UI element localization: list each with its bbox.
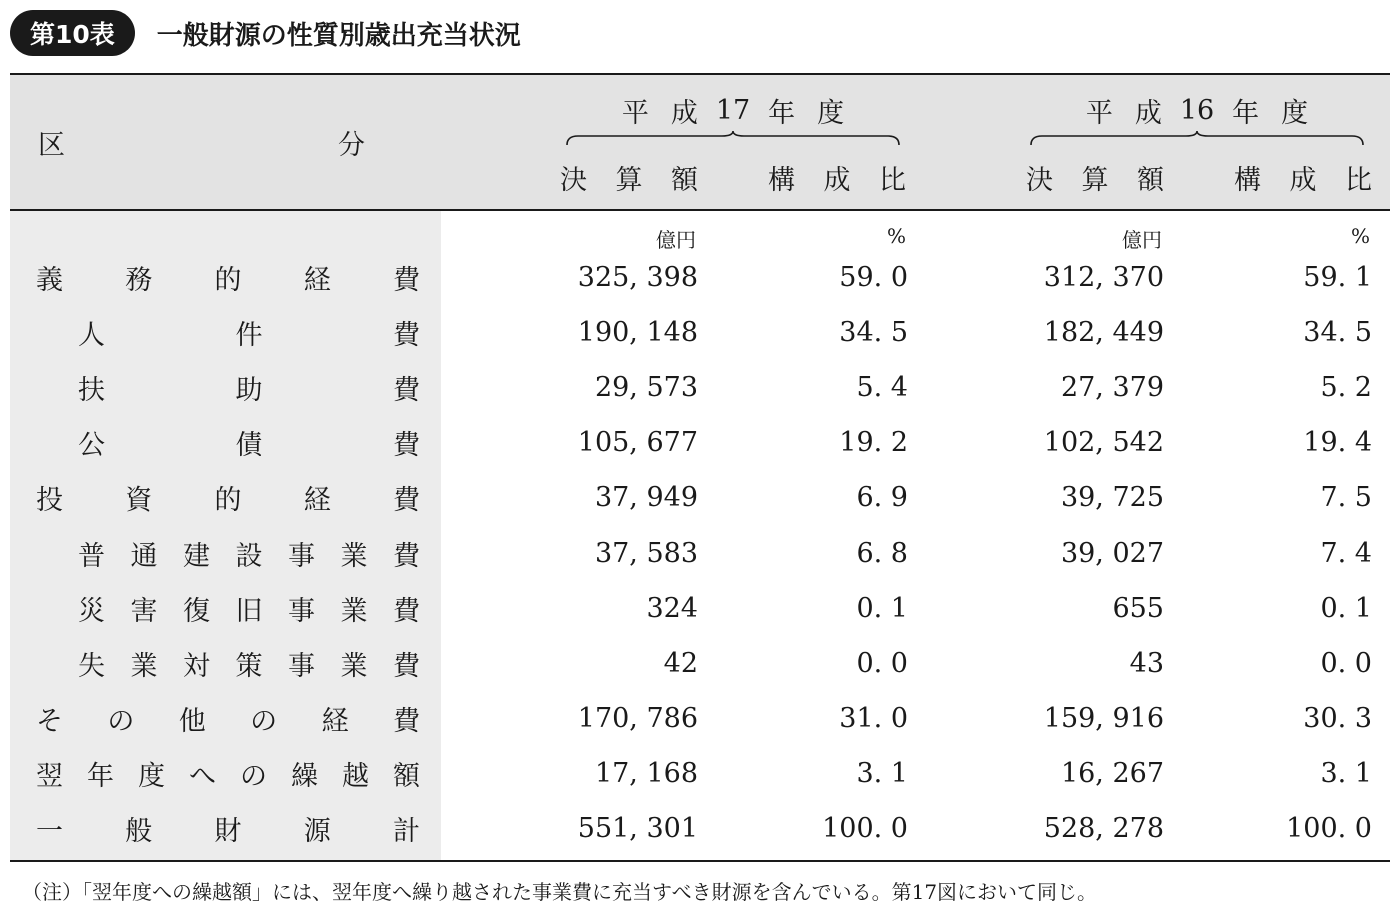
year-char: 年 <box>1232 97 1260 129</box>
ratio-cell-h16: 0. 1 <box>1320 592 1372 624</box>
row-label-char: 旧 <box>235 595 263 627</box>
amount-cell-h16: 312, 370 <box>1043 262 1164 293</box>
amount-cell-h16: 528, 278 <box>1043 813 1164 844</box>
ratio-cell-h17: 0. 1 <box>856 592 908 624</box>
row-label-char: 対 <box>183 650 210 682</box>
row-label-char: 的 <box>214 265 242 296</box>
amount-cell-h17: 190, 148 <box>577 317 698 349</box>
header-char: 成 <box>823 164 851 196</box>
table-title <box>10 10 521 56</box>
amount-header-h17 <box>560 158 698 196</box>
ratio-cell-h17: 6. 8 <box>856 537 908 569</box>
row-label-char: 投 <box>36 485 63 517</box>
ratio-cell-h16: 0. 0 <box>1320 647 1372 679</box>
row-label-char: 事 <box>288 650 315 682</box>
year-number: 17 <box>715 94 751 126</box>
header-char: 構 <box>1234 164 1261 196</box>
row-label <box>78 581 420 636</box>
amount-cell-h17: 37, 583 <box>594 537 698 569</box>
row-label-char: へ <box>189 760 216 792</box>
ratio-cell-h17: 34. 5 <box>839 317 908 349</box>
division-header-left: 区 <box>38 130 65 161</box>
row-label-char: の <box>240 760 267 792</box>
row-label-char: の <box>250 705 278 737</box>
header-char: 算 <box>615 164 643 196</box>
row-label-char: 般 <box>125 816 153 847</box>
row-label-char: 公 <box>78 430 105 462</box>
footnote: （注）「翌年度への繰越額」には、翌年度へ繰り越された事業費に充当すべき財源を含んでいる。第17図において同じ。 <box>22 880 1098 904</box>
ratio-cell-h16: 7. 4 <box>1320 537 1372 569</box>
year-char: 平 <box>1085 97 1113 129</box>
year-char: 成 <box>670 97 698 129</box>
amount-cell-h17: 325, 398 <box>577 262 698 293</box>
row-label-char: 翌 <box>36 760 63 792</box>
header-rule <box>10 209 1390 211</box>
row-label-char: 越 <box>342 760 369 792</box>
row-label-char: 財 <box>214 816 242 847</box>
table-row <box>0 526 1400 581</box>
year-number: 16 <box>1179 94 1215 126</box>
division-header-right: 分 <box>338 130 365 161</box>
ratio-header-h16 <box>1234 158 1372 196</box>
row-label-char: 経 <box>303 485 331 517</box>
ratio-cell-h16: 30. 3 <box>1303 702 1372 734</box>
row-label-char: 債 <box>235 430 263 462</box>
ratio-cell-h17: 59. 0 <box>839 262 908 293</box>
ratio-cell-h17: 31. 0 <box>839 702 908 734</box>
row-label-char: 繰 <box>291 760 318 792</box>
row-label-char: 件 <box>235 320 263 352</box>
row-label-char: 災 <box>78 595 105 627</box>
row-label-char: 普 <box>78 540 105 572</box>
header-char: 成 <box>1289 164 1317 196</box>
ratio-cell-h17: 19. 2 <box>839 427 908 459</box>
amount-cell-h16: 27, 379 <box>1060 372 1164 404</box>
table-number-badge: 第10表 <box>10 10 135 56</box>
row-label-char: 的 <box>214 485 242 517</box>
ratio-cell-h16: 100. 0 <box>1286 813 1372 844</box>
amount-cell-h17: 37, 949 <box>594 482 698 514</box>
row-label-char: 度 <box>138 760 165 792</box>
row-label-char: 費 <box>393 540 420 572</box>
ratio-cell-h17: 100. 0 <box>822 813 908 844</box>
unit-amount-h17: 億円 <box>656 228 696 252</box>
ratio-cell-h17: 3. 1 <box>856 757 908 789</box>
amount-cell-h17: 42 <box>663 647 698 679</box>
table-row <box>0 415 1400 470</box>
year-char: 成 <box>1134 97 1162 129</box>
page-title: 一般財源の性質別歳出充当状況 <box>156 20 521 51</box>
row-label <box>36 470 420 525</box>
header-char: 比 <box>879 164 906 196</box>
row-label-char: 務 <box>125 265 153 296</box>
row-label <box>78 526 420 581</box>
ratio-cell-h16: 3. 1 <box>1320 757 1372 789</box>
row-label <box>36 746 420 801</box>
row-label-char: 復 <box>183 595 210 627</box>
top-rule <box>10 73 1390 75</box>
row-label-char: 建 <box>183 540 210 572</box>
amount-cell-h17: 170, 786 <box>577 702 698 734</box>
amount-header-h16 <box>1026 158 1164 196</box>
amount-cell-h17: 105, 677 <box>577 427 698 459</box>
table-row <box>0 636 1400 691</box>
row-label-char: 他 <box>178 705 206 737</box>
header-char: 額 <box>1137 164 1164 196</box>
row-label-char: 計 <box>393 816 420 847</box>
ratio-header-h17 <box>768 158 906 196</box>
table-row <box>0 801 1400 856</box>
year-brace-h16 <box>1030 130 1364 146</box>
ratio-cell-h16: 7. 5 <box>1320 482 1372 514</box>
row-label-char: 費 <box>393 320 420 352</box>
row-label <box>36 691 420 746</box>
table-row <box>0 250 1400 305</box>
row-label-char: 事 <box>288 595 315 627</box>
ratio-cell-h17: 0. 0 <box>856 647 908 679</box>
row-label-char: 業 <box>340 540 368 572</box>
row-label-char: 経 <box>303 265 331 296</box>
row-label-char: 費 <box>393 375 420 407</box>
header-char: 構 <box>768 164 795 196</box>
row-label-char: 費 <box>393 650 420 682</box>
table-row <box>0 746 1400 801</box>
year-char: 年 <box>768 97 796 129</box>
row-label-char: 費 <box>393 485 420 517</box>
amount-cell-h17: 324 <box>646 592 698 624</box>
row-label-char: 業 <box>340 650 368 682</box>
row-label-char: 費 <box>393 595 420 627</box>
row-label-char: 費 <box>392 705 420 737</box>
table-row <box>0 360 1400 415</box>
row-label-char: 設 <box>235 540 263 572</box>
year-header-h16 <box>1032 92 1362 128</box>
row-label <box>36 250 420 305</box>
amount-cell-h16: 655 <box>1112 592 1164 624</box>
row-label-char: 事 <box>288 540 315 572</box>
ratio-cell-h16: 19. 4 <box>1303 427 1372 459</box>
header-char: 決 <box>560 164 587 196</box>
ratio-cell-h16: 34. 5 <box>1303 317 1372 349</box>
amount-cell-h17: 29, 573 <box>594 372 698 404</box>
header-char: 算 <box>1081 164 1109 196</box>
ratio-cell-h17: 5. 4 <box>856 372 908 404</box>
table-row <box>0 305 1400 360</box>
header-char: 比 <box>1345 164 1372 196</box>
row-label <box>78 305 420 360</box>
header-char: 決 <box>1026 164 1053 196</box>
row-label-char: 助 <box>235 375 263 407</box>
row-label-char: 通 <box>130 540 158 572</box>
amount-cell-h17: 551, 301 <box>577 813 698 844</box>
row-label-char: 費 <box>393 265 420 296</box>
amount-cell-h16: 39, 027 <box>1060 537 1164 569</box>
ratio-cell-h16: 5. 2 <box>1320 372 1372 404</box>
row-label-char: の <box>107 705 135 737</box>
table-row <box>0 691 1400 746</box>
amount-cell-h16: 159, 916 <box>1043 702 1164 734</box>
row-label-char: 業 <box>130 650 158 682</box>
amount-cell-h16: 182, 449 <box>1043 317 1164 349</box>
row-label <box>78 415 420 470</box>
unit-ratio-h16: % <box>1350 224 1370 248</box>
row-label-char: 害 <box>130 595 158 627</box>
ratio-cell-h16: 59. 1 <box>1303 262 1372 293</box>
year-char: 度 <box>1281 97 1309 129</box>
header-char: 額 <box>671 164 698 196</box>
amount-cell-h17: 17, 168 <box>594 757 698 789</box>
row-label-char: 額 <box>393 760 420 792</box>
row-label-char: 経 <box>321 705 349 737</box>
unit-ratio-h17: % <box>886 224 906 248</box>
row-label-char: 一 <box>36 816 63 847</box>
amount-cell-h16: 16, 267 <box>1060 757 1164 789</box>
amount-cell-h16: 43 <box>1129 647 1164 679</box>
row-label-char: 扶 <box>78 375 105 407</box>
year-char: 平 <box>621 97 649 129</box>
row-label-char: 人 <box>78 320 105 352</box>
row-label-char: 年 <box>87 760 114 792</box>
year-brace-h17 <box>566 130 900 146</box>
row-label <box>78 636 420 691</box>
row-label-char: 源 <box>303 816 331 847</box>
row-label-char: 業 <box>340 595 368 627</box>
row-label <box>78 360 420 415</box>
table-row <box>0 470 1400 525</box>
row-label-char: 資 <box>125 485 153 517</box>
row-label-char: 費 <box>393 430 420 462</box>
unit-amount-h16: 億円 <box>1122 228 1162 252</box>
amount-cell-h16: 39, 725 <box>1060 482 1164 514</box>
bottom-rule <box>10 860 1390 862</box>
row-label-char: 義 <box>36 265 63 296</box>
row-label <box>36 801 420 856</box>
table-row <box>0 581 1400 636</box>
year-header-h17 <box>568 92 898 128</box>
amount-cell-h16: 102, 542 <box>1043 427 1164 459</box>
ratio-cell-h17: 6. 9 <box>856 482 908 514</box>
row-label-char: 策 <box>235 650 263 682</box>
row-label-char: そ <box>36 705 63 737</box>
year-char: 度 <box>817 97 845 129</box>
row-label-char: 失 <box>78 650 105 682</box>
